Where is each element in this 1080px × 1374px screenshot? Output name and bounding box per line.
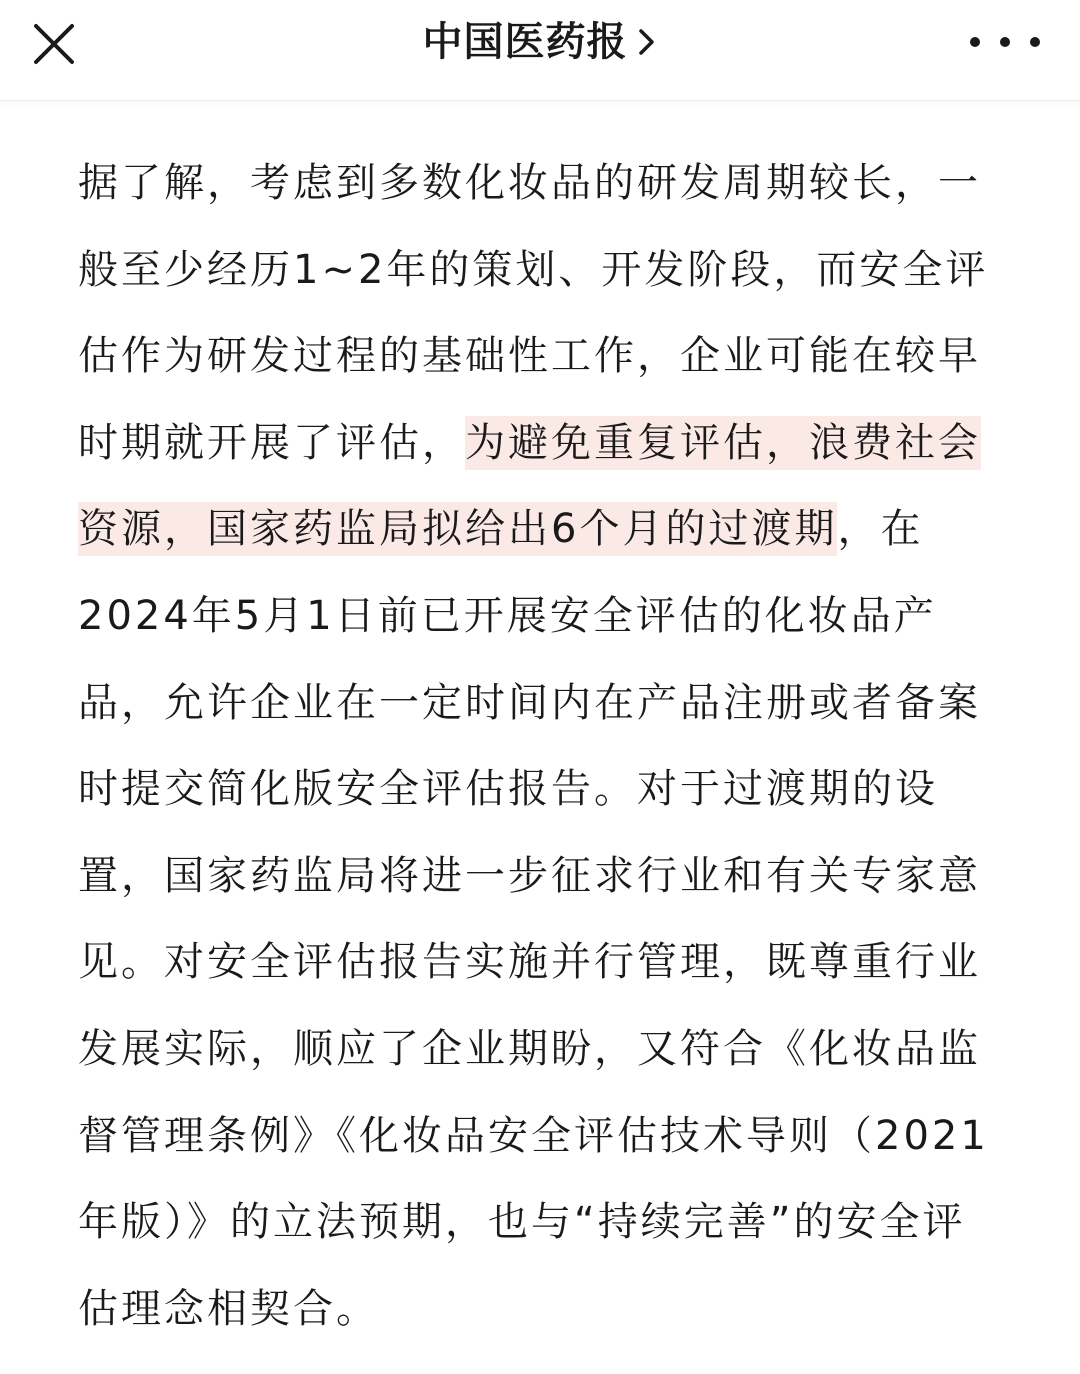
article-text: 据了解，考虑到多数化妆品的研发周期较长，一般至少经历1~2年的策划、开发阶段，而安全评估作为研发过程的基础性工作，企业可能在较早时期就开展了评估， — [78, 160, 989, 466]
top-bar — [0, 0, 1080, 101]
chevron-right-icon — [636, 25, 658, 59]
more-options-button[interactable] — [970, 22, 1040, 62]
article-body — [78, 140, 1008, 1352]
highlighted-text: 为避免重复评估，浪费社会资源，国家药监局拟给出6个月的过渡期 — [78, 416, 981, 557]
more-dots-icon — [1030, 37, 1040, 47]
account-title-link[interactable] — [0, 14, 1080, 70]
more-dots-icon — [1000, 37, 1010, 47]
more-dots-icon — [970, 37, 980, 47]
article-text: ，在2024年5月1日前已开展安全评估的化妆品产品，允许企业在一定时间内在产品注册或者备案时提交简化版安全评估报告。对于过渡期的设置，国家药监局将进一步征求行业和有关专家意见。对安全评估报告实施并行管理，既尊重行业发展实际，顺应了企业期盼，又符合《化妆品监督管理条例》《化妆品安全评估技术导则（2021年版）》的立法预期，也与“持续完善”的安全评估理念相契合。 — [78, 506, 989, 1332]
account-title: 中国医药报 — [422, 19, 628, 65]
